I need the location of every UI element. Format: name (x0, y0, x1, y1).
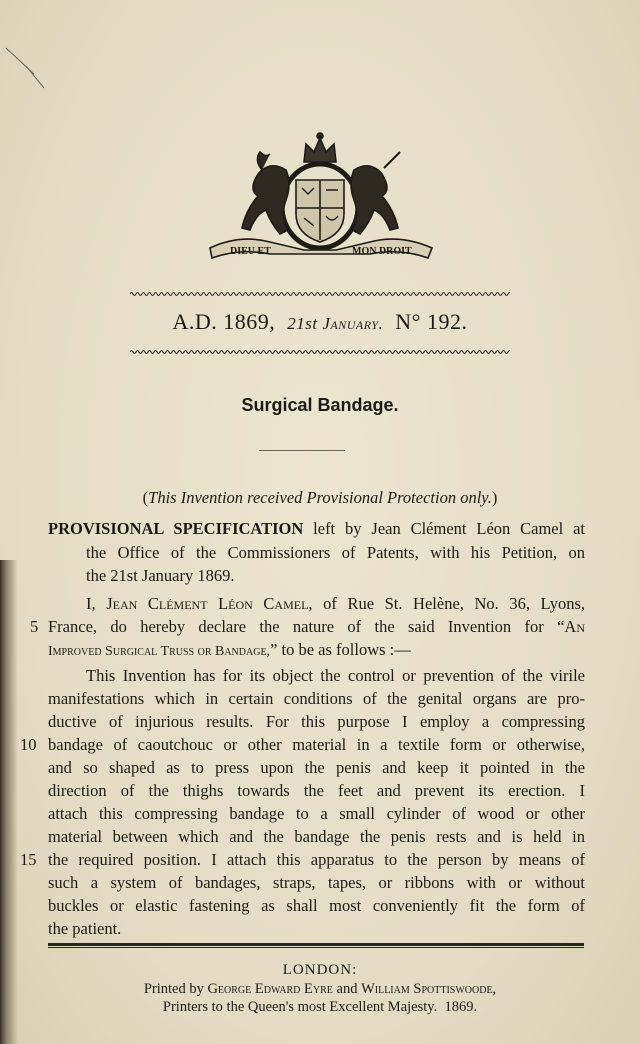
declaration-line-1: I, Jean Clément Léon Camel, of Rue St. Helène, No. 36, Lyons, (86, 594, 586, 613)
line-number: 5 (30, 617, 39, 636)
corner-pen-mark (4, 44, 64, 94)
body-line: such a system of bandages, straps, tapes, or ribbons with or without (48, 873, 585, 892)
invention-title: Surgical Bandage. (241, 395, 399, 415)
body-line: direction of the thighs towards the feet and prevent its erection. I (48, 781, 585, 800)
body-line: buckles or elastic fastening as shall most conveniently fit the form of (48, 896, 585, 915)
patent-heading (0, 309, 640, 335)
body-line: This Invention has for its object the control or prevention of the virile (86, 666, 585, 685)
body-line: attach this compressing bandage to a small cylinder of wood or other (48, 804, 585, 823)
royal-coat-of-arms (200, 130, 440, 262)
body-line: material between which and the bandage the penis rests and is held in (48, 827, 585, 846)
body-line: the patient. (48, 919, 122, 938)
motto-right: MON DROIT (352, 246, 412, 257)
spec-line-3: the 21st January 1869. (86, 566, 235, 585)
patent-year: A.D. 1869, (172, 309, 276, 334)
footer-printers: Printed by George Edward Eyre and William Spottiswoode, (143, 981, 497, 997)
line-number: 10 (20, 735, 37, 754)
line-number: 15 (20, 850, 37, 869)
patent-number: N° 192. (395, 309, 468, 334)
body-line: and so shaped as to press upon the penis and keep it pointed in the (48, 758, 585, 777)
footer-city: LONDON: (282, 962, 358, 978)
patent-date: 21st January. (287, 314, 384, 333)
ornamental-rule-top (130, 290, 510, 298)
footer-majesty: Printers to the Queen's most Excellent Majesty. 1869. (162, 999, 478, 1015)
title-divider (259, 450, 345, 451)
protection-note: (This Invention received Provisional Protection only.) (142, 488, 498, 507)
ornamental-rule-bottom (130, 348, 510, 356)
declaration-line-2: France, do hereby declare the nature of the said Invention for “An (48, 617, 585, 636)
footer-rule (48, 943, 584, 948)
spec-line-1: PROVISIONAL SPECIFICATION left by Jean Clément Léon Camel at (48, 519, 585, 538)
body-line: manifestations which in certain conditions of the genital organs are pro- (48, 689, 585, 708)
motto-left: DIEU ET (230, 246, 271, 257)
body-line: the required position. I attach this apparatus to the person by means of (48, 850, 585, 869)
spec-line-2: the Office of the Commissioners of Patents, with his Petition, on (86, 543, 585, 562)
body-line: bandage of caoutchouc or other material in a textile form or otherwise, (48, 735, 585, 754)
body-line: ductive of injurious results. For this purpose I employ a compressing (48, 712, 585, 731)
declaration-line-3: Improved Surgical Truss or Bandage,” to be as follows :— (48, 640, 411, 659)
